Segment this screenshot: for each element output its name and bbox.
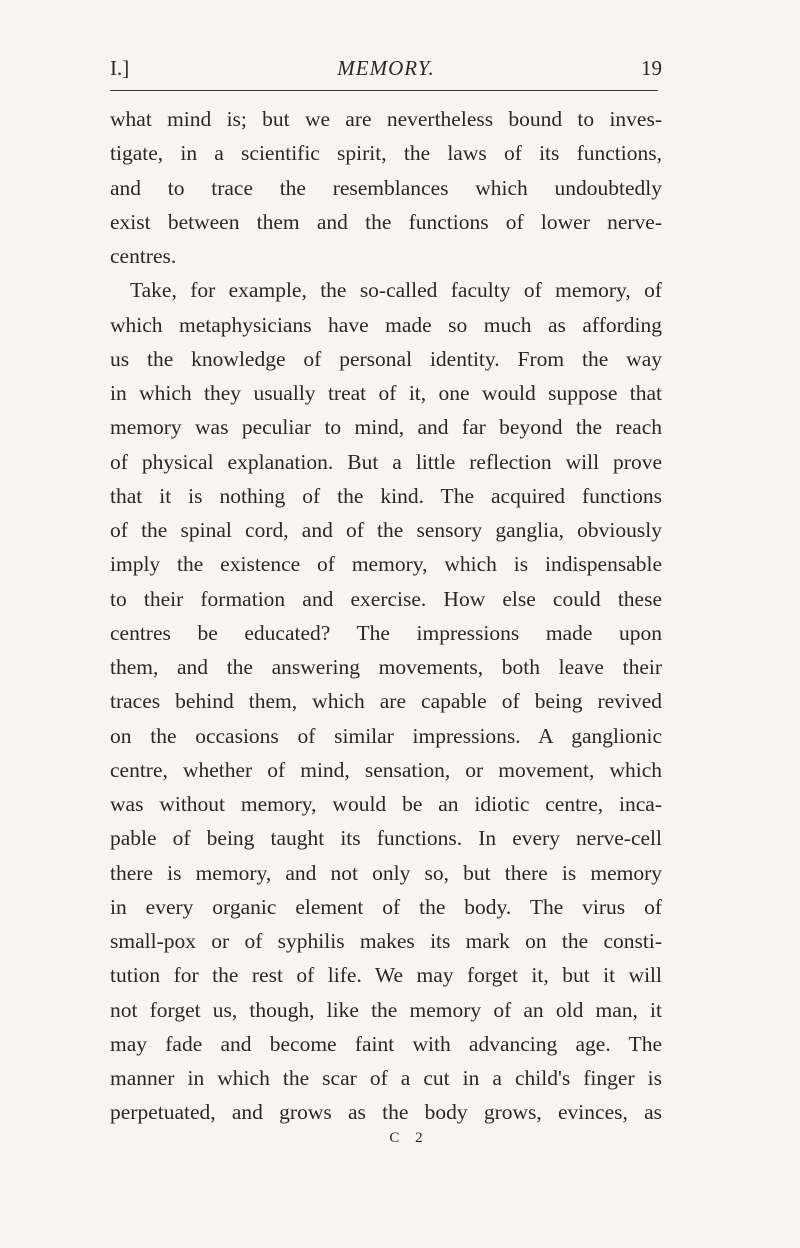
text-line: manner in which the scar of a cut in a child's finger is [110,1066,662,1090]
text-line: them, and the answering movements, both leave their [110,655,662,679]
body-text [110,102,662,1130]
text-line: memory was peculiar to mind, and far beyond the reach [110,415,662,440]
text-line: us the knowledge of personal identity. From the way [110,346,662,371]
text-line: centre, whether of mind, sensation, or movement, which [110,757,662,782]
text-line: of physical explanation. But a little reflection will prove [110,449,662,474]
text-line: pable of being taught its functions. In every nerve-cell [110,826,662,851]
header-rule [110,90,658,91]
text-line: may fade and become faint with advancing age. The [110,1031,662,1056]
text-line: not forget us, though, like the memory of an old man, it [110,997,662,1022]
text-line: in which they usually treat of it, one would suppose that [110,381,662,405]
text-line: centres. [110,244,177,268]
text-line: small-pox or of syphilis makes its mark on the consti- [110,929,662,953]
text-line: tigate, in a scientific spirit, the laws of its functions, [110,141,662,166]
text-line: on the occasions of similar impressions. A ganglionic [110,723,662,748]
text-line: that it is nothing of the kind. The acquired functions [110,483,662,508]
running-title: MEMORY. [337,56,435,80]
text-line: what mind is; but we are nevertheless bound to inves- [110,107,662,131]
text-line: traces behind them, which are capable of being revived [110,689,662,714]
text-line: Take, for example, the so-called faculty of memory, of [130,278,662,303]
text-line: centres be educated? The impressions made upon [110,620,662,645]
text-line: and to trace the resemblances which undoubtedly [110,175,662,200]
page-number: 19 [641,56,662,80]
chapter-marker: I.] [110,56,130,80]
text-line: in every organic element of the body. The virus of [110,894,662,919]
text-line: tution for the rest of life. We may forget it, but it will [110,963,662,988]
text-line: which metaphysicians have made so much as affording [110,312,662,337]
text-line: imply the existence of memory, which is indispensable [110,552,662,577]
text-line: of the spinal cord, and of the sensory ganglia, obviously [110,518,662,542]
text-line: there is memory, and not only so, but there is memory [110,860,662,885]
signature-mark: C 2 [389,1130,429,1146]
text-line: exist between them and the functions of lower nerve- [110,209,662,234]
text-line: was without memory, would be an idiotic centre, inca- [110,792,662,816]
text-line: to their formation and exercise. How else could these [110,586,662,611]
text-line: perpetuated, and grows as the body grows, evinces, as [110,1100,662,1125]
running-head [110,56,662,86]
